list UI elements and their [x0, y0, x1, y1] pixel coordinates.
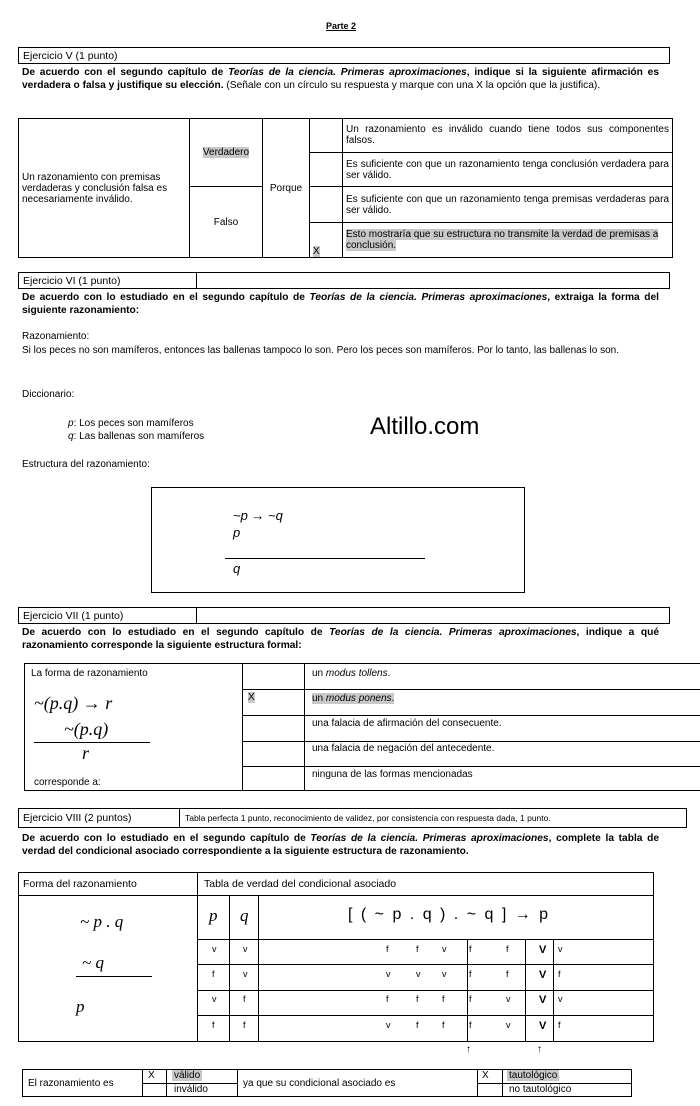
truth-cell[interactable]: V — [539, 944, 547, 956]
form-line — [76, 976, 152, 977]
option-none[interactable]: ninguna de las formas mencionadas — [312, 769, 473, 780]
option-affirm-consequent[interactable]: una falacia de afirmación del consecuente. — [312, 718, 502, 729]
truth-cell[interactable]: f — [243, 994, 246, 1004]
arrow-1: ↑ — [466, 1044, 471, 1055]
truth-cell[interactable]: f — [212, 1020, 215, 1030]
truth-cell[interactable]: v — [416, 969, 421, 979]
option-invalid[interactable]: inválido — [174, 1084, 208, 1095]
option-1: Un razonamiento es inválido cuando tiene todos sus componentes falsos. — [343, 119, 673, 153]
exercise-6-header — [18, 272, 670, 289]
structure-box[interactable] — [151, 487, 525, 593]
option-3: Es suficiente con que un razonamiento tenga premisas verdaderas para ser válido. — [343, 187, 673, 223]
option-2: Es suficiente con que un razonamiento tenga conclusión verdadera para ser válido. — [343, 152, 673, 187]
result-label: El razonamiento es — [28, 1078, 114, 1089]
option-tautological[interactable]: tautológico — [509, 1070, 558, 1081]
column-p: p — [209, 906, 218, 925]
mark-cell-1[interactable] — [310, 119, 343, 153]
mark-valid[interactable]: X — [148, 1070, 155, 1081]
form-label: La forma de razonamiento — [31, 668, 148, 679]
truth-cell[interactable]: v — [558, 994, 563, 1004]
column-q: q — [240, 906, 249, 925]
truth-cell[interactable]: f — [506, 969, 509, 979]
truth-cell[interactable]: f — [386, 994, 389, 1004]
option-not-tautological[interactable]: no tautológico — [509, 1084, 572, 1095]
truth-cell[interactable]: f — [386, 944, 389, 954]
form-f1: ~ p . q — [80, 912, 124, 931]
exercise-8-title: Ejercicio VIII (2 puntos) — [23, 812, 132, 824]
arrow-2: ↑ — [537, 1044, 542, 1055]
table-header: Tabla de verdad del condicional asociado — [204, 878, 397, 890]
truth-cell[interactable]: f — [469, 1020, 472, 1030]
exercise-7-title: Ejercicio VII (1 punto) — [23, 610, 124, 622]
exercise-7-question: De acuerdo con lo estudiado en el segundo capítulo de Teorías de la ciencia. Primeras aproximaciones, indique a qué razonamiento corresponde la siguiente estructura formal: — [22, 627, 659, 651]
option-modus-ponens[interactable]: un modus ponens. — [312, 693, 395, 704]
exercise-5-question: De acuerdo con el segundo capítulo de Teorías de la ciencia. Primeras aproximaciones, indique si la siguiente afirmación es verdadera o falsa y justifique su elección. (Señale con un círculo su respuesta y marque con una X la opción que la justifica). — [22, 67, 659, 91]
truth-cell[interactable]: f — [416, 1020, 419, 1030]
mark-cell-4[interactable] — [310, 223, 343, 258]
form-f3: p — [76, 997, 85, 1016]
form-f2: ~ q — [82, 953, 104, 972]
option-deny-antecedent[interactable]: una falacia de negación del antecedente. — [312, 743, 495, 754]
exercise-6-question: De acuerdo con lo estudiado en el segundo capítulo de Teorías de la ciencia. Primeras aproximaciones, extraiga la forma del siguiente razonamiento: — [22, 292, 659, 316]
exercise-5-title: Ejercicio V (1 punto) — [23, 50, 118, 62]
truth-cell[interactable]: f — [416, 994, 419, 1004]
truth-cell[interactable]: V — [539, 1020, 547, 1032]
exercise-6-title: Ejercicio VI (1 punto) — [23, 275, 121, 287]
truth-cell[interactable]: f — [212, 969, 215, 979]
column-expression: [ ( ~ p . q ) . ~ q ] → p — [348, 906, 550, 923]
truth-cell[interactable]: v — [243, 944, 248, 954]
exercise-7-table — [24, 663, 700, 791]
truth-table — [18, 872, 654, 1042]
truth-cell[interactable]: f — [558, 1020, 561, 1030]
truth-cell[interactable]: V — [539, 969, 547, 981]
form-header: Forma del razonamiento — [23, 878, 137, 890]
because-text: ya que su condicional asociado es — [243, 1078, 396, 1089]
truth-cell[interactable]: f — [506, 944, 509, 954]
mark-tautological[interactable]: X — [482, 1070, 489, 1081]
exercise-5-table — [18, 118, 673, 258]
mark-modus-ponens[interactable]: X — [248, 692, 255, 703]
x-mark: X — [313, 246, 320, 257]
because-cell: Porque — [263, 119, 310, 258]
premise-2: p — [233, 525, 241, 540]
true-option[interactable]: Verdadero — [202, 147, 250, 159]
truth-cell[interactable]: v — [506, 994, 511, 1004]
truth-cell[interactable]: v — [212, 994, 217, 1004]
structure-label: Estructura del razonamiento: — [22, 459, 150, 470]
truth-cell[interactable]: f — [469, 994, 472, 1004]
false-option[interactable]: Falso — [213, 216, 239, 228]
truth-cell[interactable]: v — [243, 969, 248, 979]
truth-cell[interactable]: f — [558, 969, 561, 979]
grading-note: Tabla perfecta 1 punto, reconocimiento de validez, por consistencia con respuesta dada, 1 punto. — [185, 813, 551, 823]
truth-cell[interactable]: v — [212, 944, 217, 954]
truth-cell[interactable]: v — [442, 969, 447, 979]
dictionary-p: p: Los peces son mamíferos — [68, 418, 194, 429]
false-cell[interactable] — [190, 187, 263, 258]
truth-cell[interactable]: f — [442, 994, 445, 1004]
conclusion-line — [225, 558, 425, 559]
dictionary-label: Diccionario: — [22, 389, 75, 400]
statement-cell: Un razonamiento con premisas verdaderas y conclusión falsa es necesariamente inválido. — [19, 119, 190, 258]
part-title: Parte 2 — [326, 21, 357, 31]
formula-2: ~(p.q) — [64, 719, 109, 739]
exercise-5-header — [18, 47, 670, 64]
conclusion: q — [233, 561, 241, 576]
exercise-8-question: De acuerdo con lo estudiado en el segundo capítulo de Teorías de la ciencia. Primeras aproximaciones, complete la tabla de verdad del condicional asociado correspondiente a la siguiente estructura de razonamiento. — [22, 833, 659, 857]
truth-cell[interactable]: v — [386, 969, 391, 979]
formula-1: ~(p.q) → r — [34, 693, 113, 713]
mark-cell-3[interactable] — [310, 187, 343, 223]
formula-line — [34, 742, 150, 743]
option-4: Esto mostraría que su estructura no transmite la verdad de premisas a conclusión. — [343, 223, 673, 258]
truth-cell[interactable]: f — [469, 944, 472, 954]
exercise-8-header — [18, 808, 687, 828]
truth-cell[interactable]: f — [243, 1020, 246, 1030]
formula-3: r — [82, 743, 90, 763]
reasoning-label: Razonamiento: — [22, 331, 90, 342]
truth-cell[interactable]: v — [506, 1020, 511, 1030]
truth-cell[interactable]: f — [469, 969, 472, 979]
premise-1: ~p → ~q — [233, 508, 283, 523]
reasoning-text: Si los peces no son mamíferos, entonces las ballenas tampoco lo son. Pero los peces son mamíferos. Por lo tanto, las ballenas lo son. — [22, 345, 619, 356]
dictionary-q: q: Las ballenas son mamíferos — [68, 431, 205, 442]
option-valid[interactable]: válido — [174, 1070, 201, 1081]
truth-cell[interactable]: v — [386, 1020, 391, 1030]
mark-cell-2[interactable] — [310, 152, 343, 187]
truth-cell[interactable]: f — [442, 1020, 445, 1030]
option-modus-tollens[interactable]: un modus tollens. — [312, 668, 391, 679]
truth-cell[interactable]: v — [558, 944, 563, 954]
corresponds-label: corresponde a: — [34, 777, 101, 788]
exercise-7-header — [18, 607, 670, 624]
result-box — [22, 1069, 632, 1097]
watermark: Altillo.com — [370, 413, 480, 440]
truth-cell[interactable]: f — [416, 944, 419, 954]
truth-cell[interactable]: V — [539, 994, 547, 1006]
true-cell[interactable] — [190, 119, 263, 187]
truth-cell[interactable]: v — [442, 944, 447, 954]
